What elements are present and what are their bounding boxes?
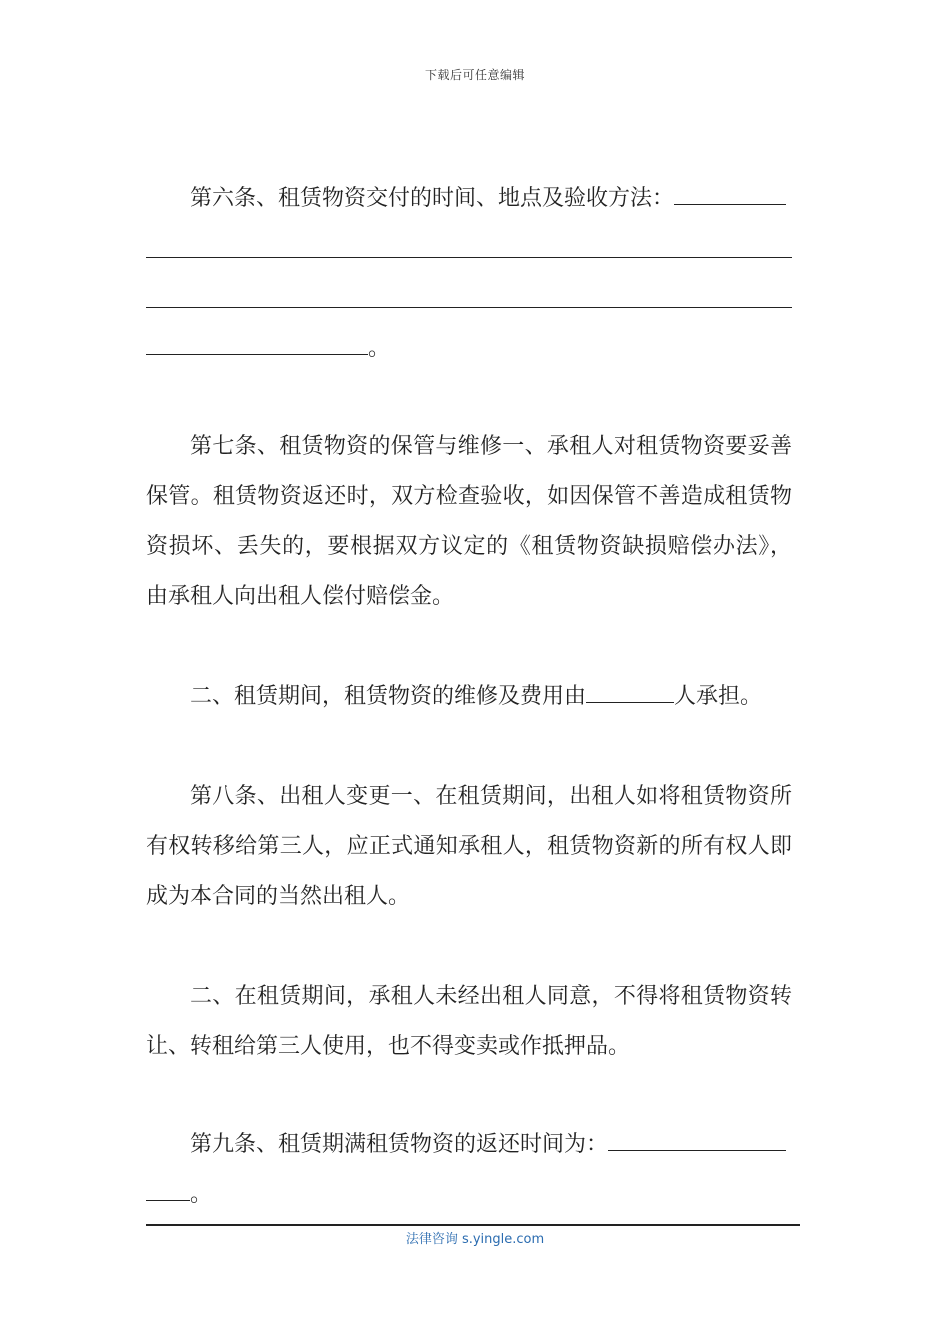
article-9 [146,1120,792,1220]
article-8-item-2-text: 二、在租赁期间，承租人未经出租人同意，不得将租赁物资转让、转租给第三人使用，也不得变卖或作抵押品。 [146,984,792,1059]
article-8-text: 第八条、出租人变更一、在租赁期间，出租人如将租赁物资所有权转移给第三人，应正式通知承租人，租赁物资新的所有权人即成为本合同的当然出租人。 [146,784,792,909]
article-6-blank-3 [146,274,792,324]
article-9-blank-2 [146,1182,190,1201]
article-9-text: 第九条、租赁期满租赁物资的返还时间为： [190,1132,609,1157]
article-7 [146,422,792,622]
article-6-blank-4 [146,336,368,355]
article-8-item-2 [146,972,792,1072]
footer-divider [146,1224,800,1226]
article-7-item-2-blank [586,684,674,703]
article-8 [146,772,792,922]
article-7-item-2-before: 二、租赁期间，租赁物资的维修及费用由 [190,684,587,709]
article-6-blank-1 [674,186,786,205]
article-6-end: 。 [368,336,391,361]
article-7-text: 第七条、租赁物资的保管与维修一、承租人对租赁物资要妥善保管。租赁物资返还时，双方检查验收，如因保管不善造成租赁物资损坏、丢失的，要根据双方议定的《租赁物资缺损赔偿办法》，由承租人向出租人偿付赔偿金。 [146,434,792,609]
article-7-item-2 [146,672,792,722]
header-note: 下载后可任意编辑 [424,68,525,82]
article-7-item-2-after: 人承担。 [674,684,763,709]
article-6-blank-2 [146,224,792,274]
article-9-end: 。 [190,1182,213,1207]
article-6-text: 第六条、租赁物资交付的时间、地点及验收方法： [190,186,675,211]
article-9-blank-1 [608,1132,786,1151]
footer-link[interactable]: 法律咨询 s.yingle.com [405,1232,545,1247]
article-6 [146,174,792,374]
